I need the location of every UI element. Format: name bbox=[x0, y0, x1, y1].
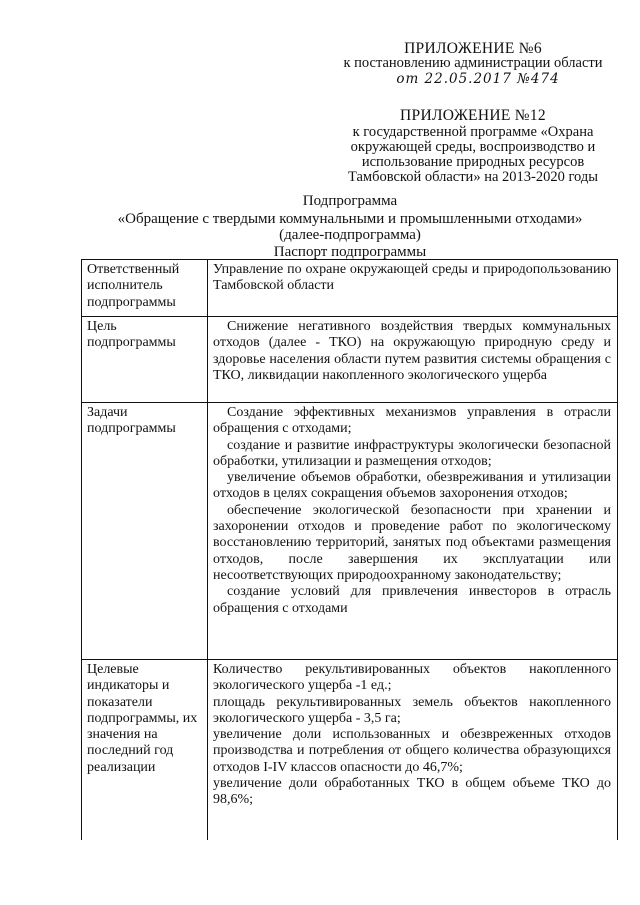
row-paragraph: Снижение негативного воздействия твердых коммунальных отходов (далее - ТКО) на окружающую природную среду и здоровье населения области путем развития системы обращения с ТКО, ликвидации накопленного экологического ущерба bbox=[213, 319, 611, 383]
subprogram-name: «Обращение с твердыми коммунальными и промышленными отходами» bbox=[117, 211, 583, 227]
row-paragraph: создание и развитие инфраструктуры экологически безопасной обработки, утилизации и размещения отходов; bbox=[213, 437, 611, 469]
row-paragraph: увеличение доли использованных и обезвреженных отходов производства и потребления от общего количества образующихся отходов I-IV классов опасности до 46,7%; bbox=[213, 727, 611, 775]
subprogram-short-name: (далее-подпрограмма) bbox=[279, 227, 421, 243]
row-value bbox=[208, 317, 618, 403]
row-label: Ответственный исполнитель подпрограммы bbox=[82, 260, 208, 317]
appendix-6-subtitle: к постановлению администрации области bbox=[343, 55, 603, 71]
row-paragraph: площадь рекультивированных земель объектов накопленного экологического ущерба - 3,5 га; bbox=[213, 694, 611, 726]
handwritten-date-number: от 22.05.2017 №474 bbox=[396, 71, 560, 87]
row-paragraph: Количество рекультивированных объектов накопленного экологического ущерба -1 ед.; bbox=[213, 662, 611, 694]
passport-title: Паспорт подпрограммы bbox=[273, 244, 427, 260]
row-value bbox=[208, 260, 618, 317]
appendix-12-line: использование природных ресурсов bbox=[361, 154, 585, 170]
row-paragraph: создание условий для привлечения инвесторов в отрасль обращения с отходами bbox=[213, 584, 611, 616]
table-row bbox=[82, 260, 618, 317]
table-row bbox=[82, 660, 618, 840]
appendix-12-block bbox=[318, 108, 628, 185]
appendix-12-title: ПРИЛОЖЕНИЕ №12 bbox=[400, 107, 546, 124]
row-label: Цель подпрограммы bbox=[82, 317, 208, 403]
subprogram-heading: Подпрограмма bbox=[302, 193, 398, 209]
table-row bbox=[82, 403, 618, 660]
row-paragraph: Управление по охране окружающей среды и природопользованию Тамбовской области bbox=[213, 262, 611, 294]
appendix-6-block bbox=[318, 41, 628, 87]
appendix-12-line: к государственной программе «Охрана bbox=[352, 124, 594, 140]
appendix-12-line: окружающей среды, воспроизводство и bbox=[350, 139, 596, 155]
passport-table bbox=[81, 259, 618, 840]
row-value bbox=[208, 660, 618, 840]
appendix-6-title: ПРИЛОЖЕНИЕ №6 bbox=[404, 40, 542, 57]
row-label: Задачи подпрограммы bbox=[82, 403, 208, 660]
row-paragraph: увеличение доли обработанных ТКО в общем объеме ТКО до 98,6%; bbox=[213, 776, 611, 808]
row-label: Целевые индикаторы и показатели подпрограммы, их значения на последний год реализации bbox=[82, 660, 208, 840]
appendix-12-line: Тамбовской области» на 2013-2020 годы bbox=[347, 169, 599, 185]
row-paragraph: увеличение объемов обработки, обезвреживания и утилизации отходов в целях сокращения объемов захоронения отходов; bbox=[213, 470, 611, 502]
table-row bbox=[82, 317, 618, 403]
row-value bbox=[208, 403, 618, 660]
row-paragraph: обеспечение экологической безопасности при хранении и захоронении отходов и проведение работ по экологическому восстановлению территорий, занятых под объектами размещения отходов, после завершения их эксплуатации или несоответствующих природоохранному законодательству; bbox=[213, 502, 611, 583]
row-paragraph: Создание эффективных механизмов управления в отрасли обращения с отходами; bbox=[213, 405, 611, 437]
